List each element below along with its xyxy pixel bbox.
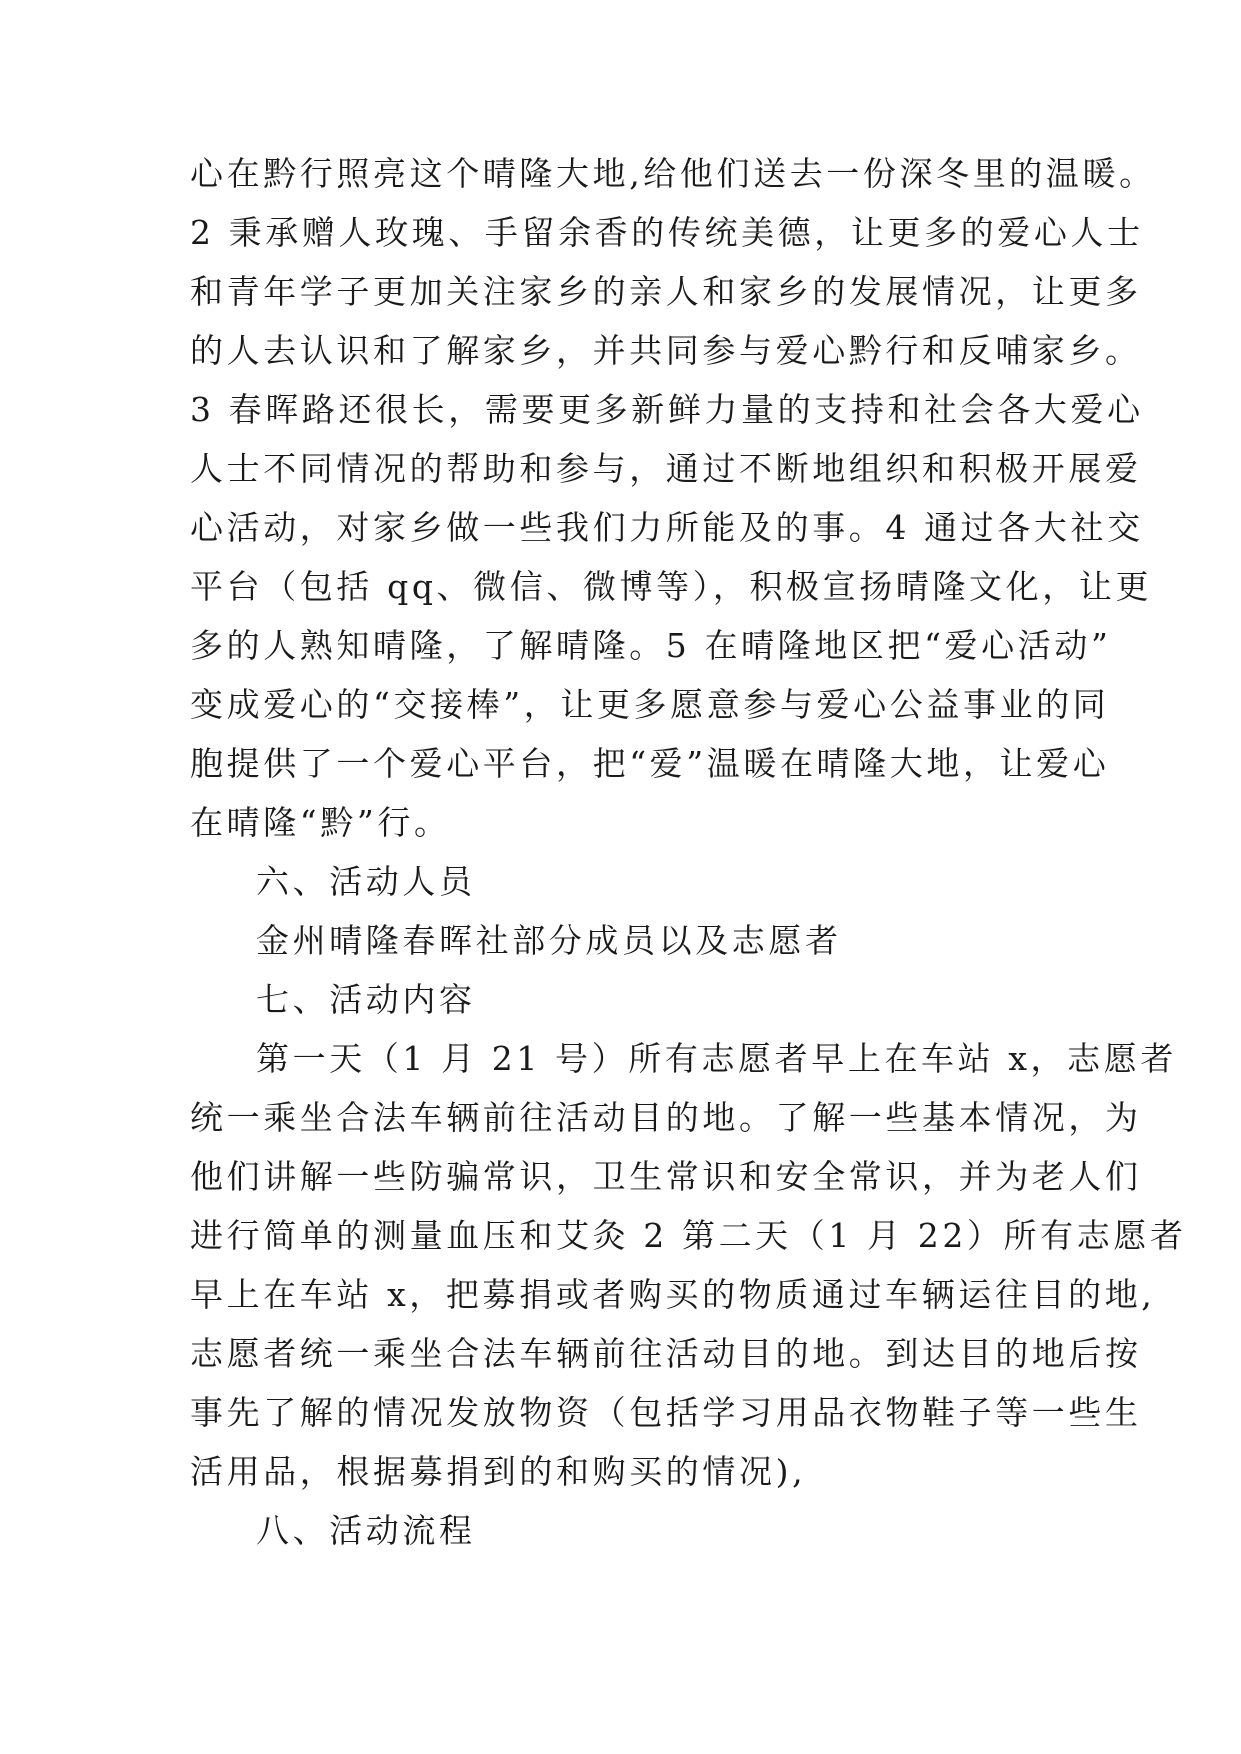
paragraph-line: 他们讲解一些防骗常识，卫生常识和安全常识，并为老人们 xyxy=(190,1157,1142,1196)
paragraph-line: 多的人熟知晴隆，了解晴隆。5 在晴隆地区把“爱心活动” xyxy=(190,626,1112,665)
paragraph-line: 第一天（1 月 21 号）所有志愿者早上在车站 x，志愿者 xyxy=(256,1039,1177,1078)
paragraph-line: 和青年学子更加关注家乡的亲人和家乡的发展情况，让更多 xyxy=(190,272,1142,311)
paragraph-line: 3 春晖路还很长，需要更多新鲜力量的支持和社会各大爱心 xyxy=(190,390,1144,429)
section-heading: 八、活动流程 xyxy=(256,1511,476,1550)
paragraph-line: 人士不同情况的帮助和参与，通过不断地组织和积极开展爱 xyxy=(190,449,1142,488)
section-heading: 七、活动内容 xyxy=(256,980,476,1019)
paragraph-line: 心在黔行照亮这个晴隆大地,给他们送去一份深冬里的温暖。 xyxy=(190,154,1156,193)
paragraph-line: 事先了解的情况发放物资（包括学习用品衣物鞋子等一些生 xyxy=(190,1393,1142,1432)
paragraph-line: 平台（包括 qq、微信、微博等），积极宣扬晴隆文化，让更 xyxy=(190,567,1153,606)
paragraph-line: 心活动，对家乡做一些我们力所能及的事。4 通过各大社交 xyxy=(190,508,1144,547)
paragraph-line: 进行简单的测量血压和艾灸 2 第二天（1 月 22）所有志愿者 xyxy=(190,1216,1187,1255)
paragraph-line: 早上在车站 x，把募捐或者购买的物质通过车辆运往目的地, xyxy=(190,1275,1156,1314)
paragraph-line: 在晴隆“黔”行。 xyxy=(190,803,451,842)
paragraph-line: 金州晴隆春晖社部分成员以及志愿者 xyxy=(256,921,842,960)
paragraph-line: 活用品，根据募捐到的和购买的情况), xyxy=(190,1452,807,1491)
paragraph-line: 胞提供了一个爱心平台，把“爱”温暖在晴隆大地，让爱心 xyxy=(190,744,1110,783)
paragraph-line: 的人去认识和了解家乡，并共同参与爱心黔行和反哺家乡。 xyxy=(190,331,1142,370)
paragraph-line: 统一乘坐合法车辆前往活动目的地。了解一些基本情况，为 xyxy=(190,1098,1142,1137)
section-heading: 六、活动人员 xyxy=(256,862,476,901)
paragraph-line: 志愿者统一乘坐合法车辆前往活动目的地。到达目的地后按 xyxy=(190,1334,1142,1373)
paragraph-line: 变成爱心的“交接棒”，让更多愿意参与爱心公益事业的同 xyxy=(190,685,1110,724)
paragraph-line: 2 秉承赠人玫瑰、手留余香的传统美德，让更多的爱心人士 xyxy=(190,213,1144,252)
